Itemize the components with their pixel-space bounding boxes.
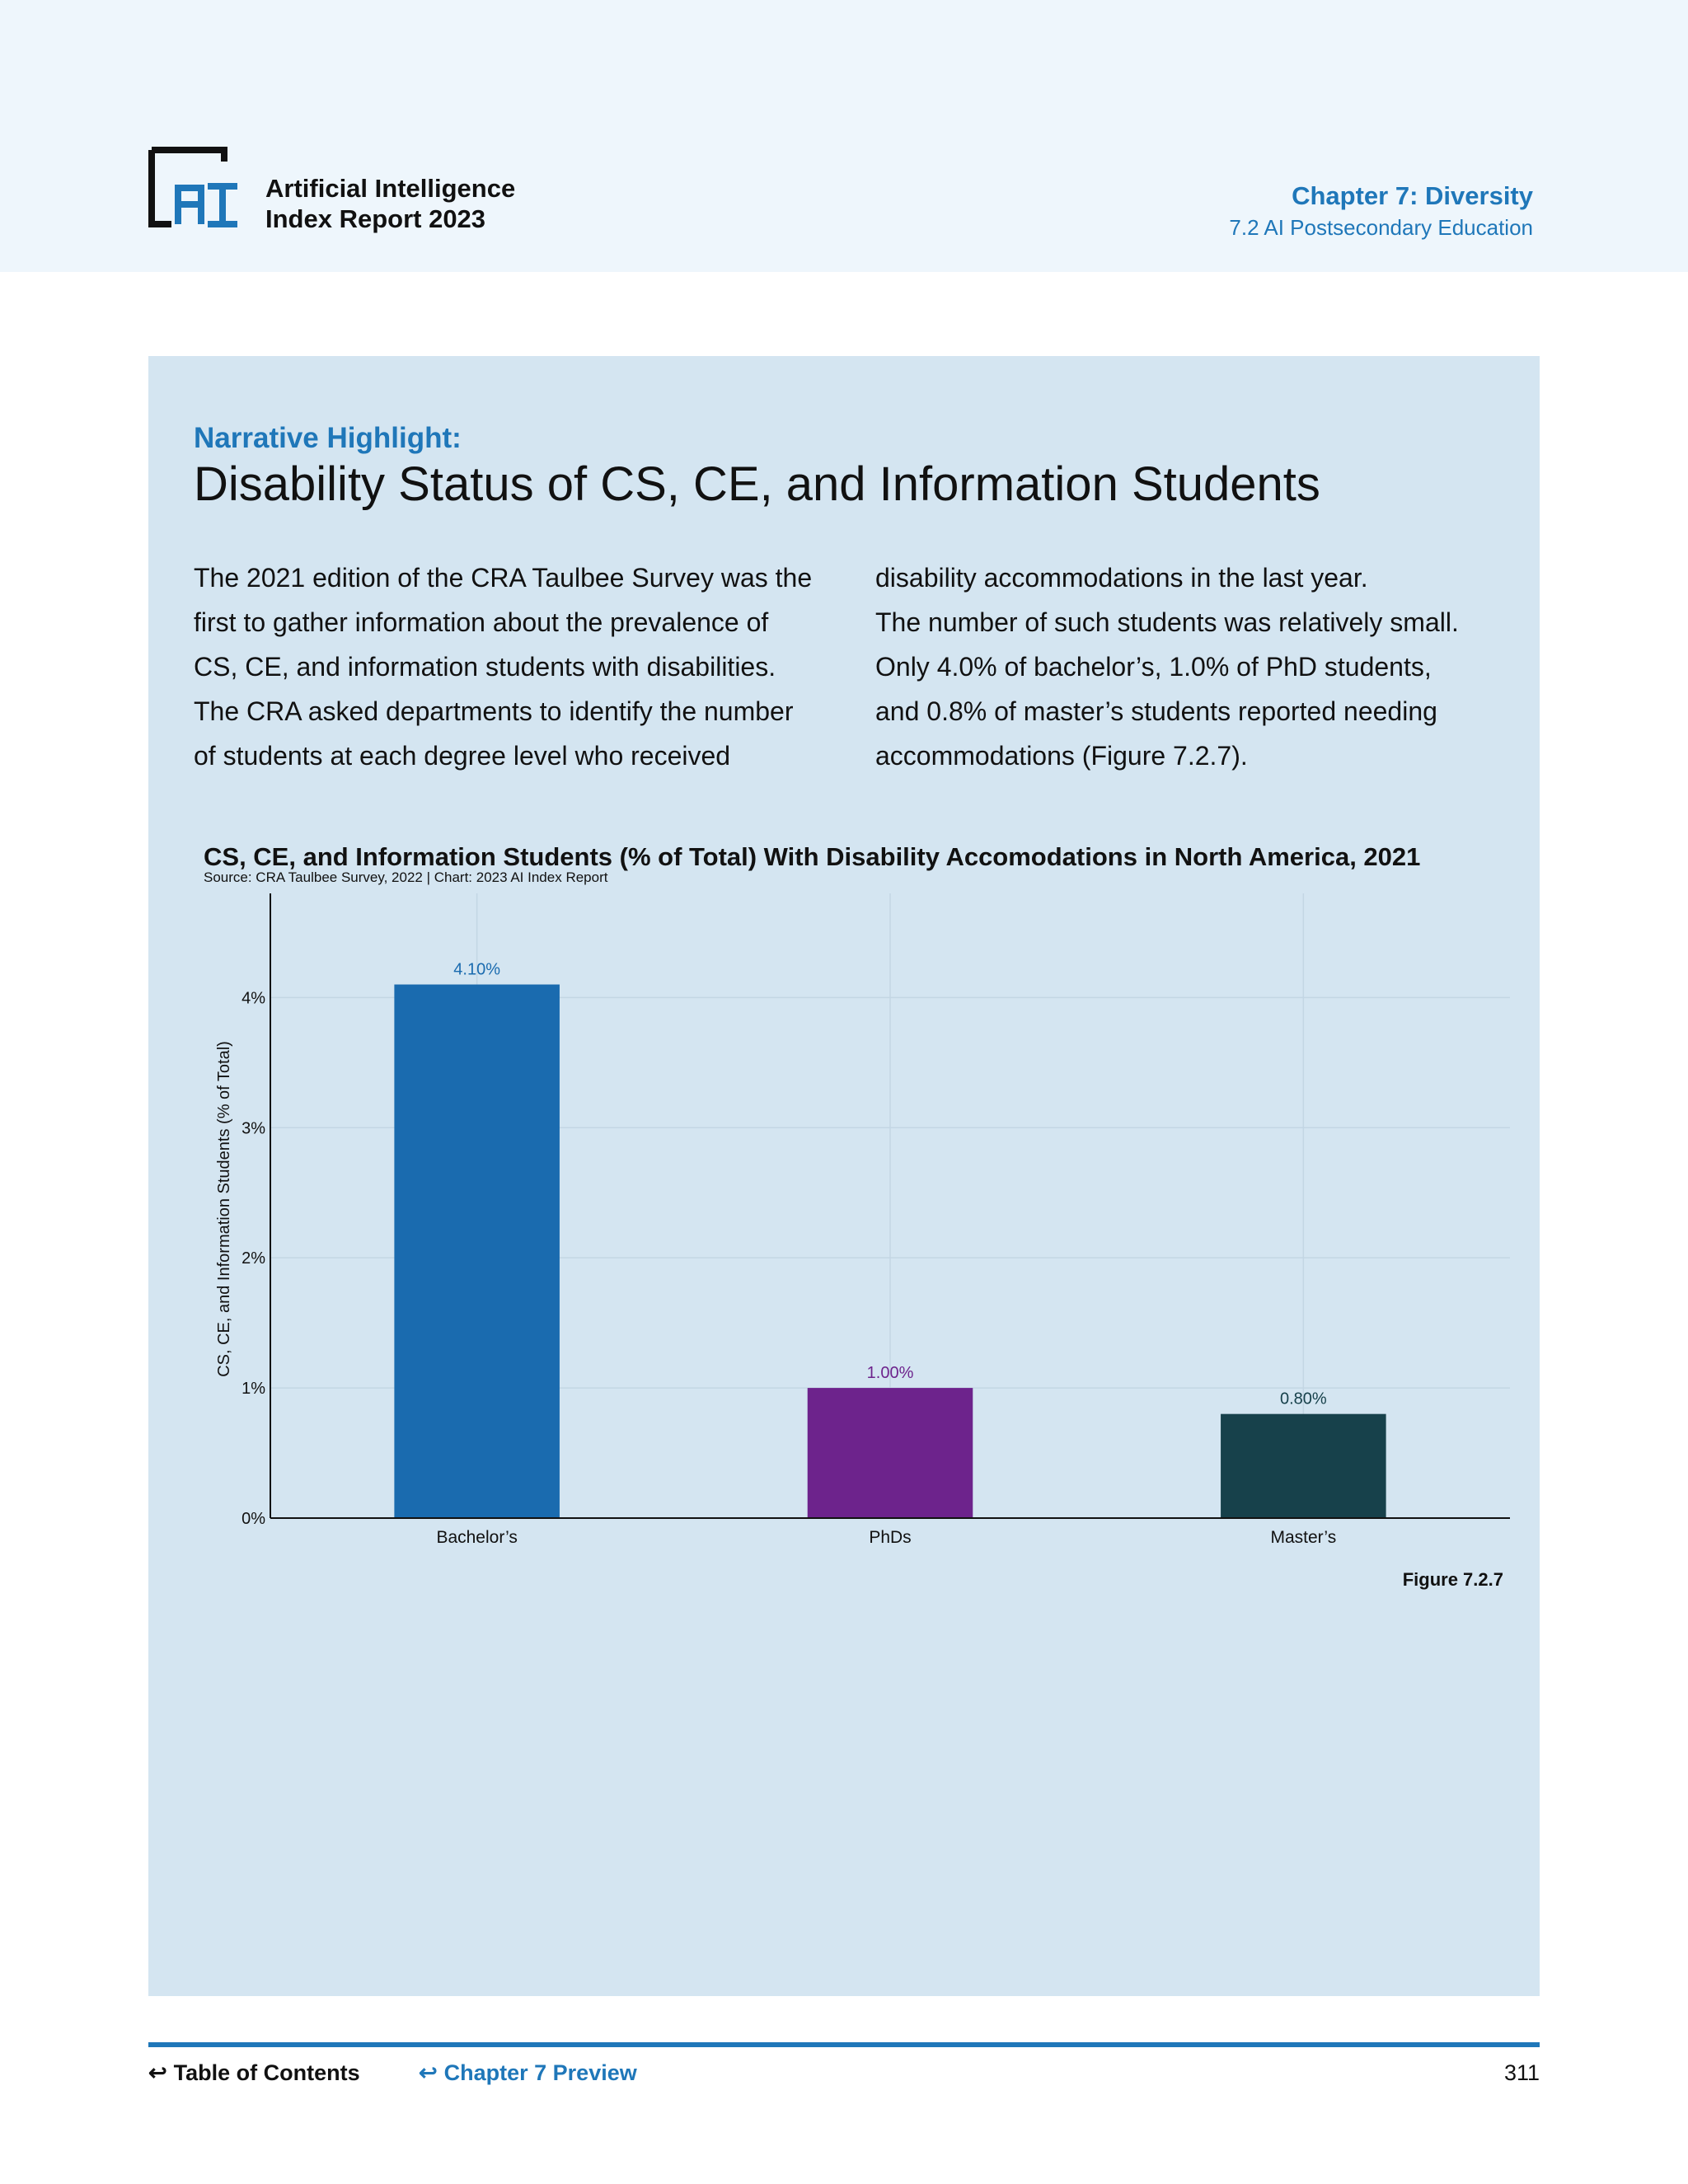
narrative-panel [148,356,1540,1996]
x-tick-label: Master’s [1270,1528,1337,1547]
chart-title: CS, CE, and Information Students (% of Total) With Disability Accomodations in North America, 2021 [204,842,1421,871]
brand-line-2: Index Report 2023 [265,204,486,233]
preview-label: Chapter 7 Preview [443,2060,637,2085]
y-tick-label: 2% [241,1249,265,1268]
narrative-title: Disability Status of CS, CE, and Information Students [194,457,1320,511]
chapter-heading [1229,180,1533,242]
footer-divider [148,2042,1540,2047]
y-tick-label: 4% [241,989,265,1008]
body-line: accommodations (Figure 7.2.7). [875,741,1248,771]
body-line: of students at each degree level who received [194,741,731,771]
data-label: 0.80% [1279,1390,1327,1408]
data-label: 4.10% [453,960,501,979]
x-tick-label: Bachelor’s [436,1528,518,1547]
chart-source: Source: CRA Taulbee Survey, 2022 | Chart: 2023 AI Index Report [204,869,608,885]
table-of-contents-link[interactable] [148,2060,360,2086]
body-line: The number of such students was relatively small. [875,607,1459,637]
chapter-title: Chapter 7: Diversity [1292,181,1533,210]
y-axis-label: CS, CE, and Information Students (% of Total) [215,1041,233,1377]
narrative-eyebrow: Narrative Highlight: [194,422,462,454]
body-line: Only 4.0% of bachelor’s, 1.0% of PhD students, [875,652,1432,682]
body-line: and 0.8% of master’s students reported needing [875,696,1437,726]
y-tick-label: 0% [241,1510,265,1528]
body-line: The 2021 edition of the CRA Taulbee Survey was the [194,563,813,593]
y-tick-label: 1% [241,1380,265,1399]
report-title [265,173,515,234]
bar-chart [148,356,1540,1592]
brand-line-1: Artificial Intelligence [265,174,516,203]
data-label: 1.00% [866,1364,914,1383]
body-line: CS, CE, and information students with disabilities. [194,652,776,682]
back-arrow-icon: ↩ [148,2060,167,2085]
x-tick-label: PhDs [869,1528,912,1547]
chapter-preview-link[interactable] [419,2060,637,2086]
figure-label: Figure 7.2.7 [1402,1569,1503,1590]
page-header [0,0,1688,272]
section-title: 7.2 AI Postsecondary Education [1229,215,1533,240]
bar [394,985,560,1518]
back-arrow-icon: ↩ [419,2060,438,2085]
body-line: disability accommodations in the last year. [875,563,1368,593]
bar [808,1388,973,1518]
body-line: The CRA asked departments to identify the number [194,696,794,726]
toc-label: Table of Contents [173,2060,360,2085]
ai-index-logo [147,147,239,229]
y-tick-label: 3% [241,1119,265,1138]
bar [1221,1414,1386,1518]
body-line: first to gather information about the prevalence of [194,607,769,637]
page-number: 311 [1503,2060,1540,2085]
